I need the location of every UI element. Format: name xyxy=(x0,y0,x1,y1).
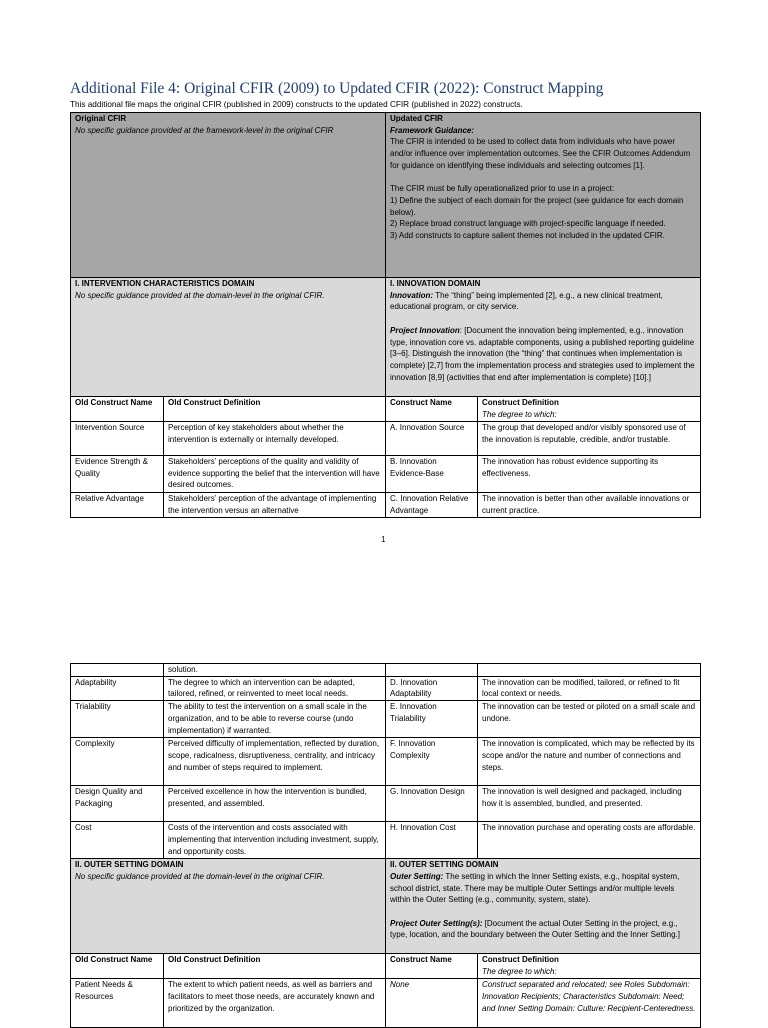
domain1-left-cell xyxy=(71,278,386,397)
old-construct-definition: Perception of key stakeholders about whether the intervention is externally or internally developed. xyxy=(164,422,386,456)
outer-setting-definition xyxy=(390,871,697,906)
intro-text: This additional file maps the original CFIR (published in 2009) constructs to the updated CFIR (published in 2022) constructs. xyxy=(70,100,523,109)
outer-setting-label: Outer Setting: xyxy=(390,871,444,881)
old-construct-definition: The degree to which an intervention can be adapted, tailored, refined, or reinvented to meet local needs. xyxy=(164,676,386,700)
construct-definition: Construct separated and relocated; see Roles Subdomain: Innovation Recipients; Characteristics Subdomain: Need; and Inner Setting Domain: Culture: Recipient-Centeredness. xyxy=(478,979,701,1028)
project-innovation-text: : [Document the innovation being implemented, e.g., innovation type, innovation core vs. adaptable components, using a published reporting guideline [3–6]. Distinguish the innovation (the “thing” that continues when implementation is complete) [2,7] from the implementation process and strategies used to implement the innovation [8,9] (activities that end after implementation is complete) [10].] xyxy=(390,325,695,382)
construct-name: G. Innovation Design xyxy=(386,786,478,822)
new-def-header xyxy=(478,397,701,422)
document-title: Additional File 4: Original CFIR (2009) to Updated CFIR (2022): Construct Mapping xyxy=(70,80,604,97)
domain2-left-title: II. OUTER SETTING DOMAIN xyxy=(75,860,184,870)
updated-cfir-cell xyxy=(386,113,701,278)
new-name-header: Construct Name xyxy=(386,397,478,422)
old-construct-definition: Perceived excellence in how the intervention is bundled, presented, and assembled. xyxy=(164,786,386,822)
old-construct-name: Patient Needs & Resources xyxy=(71,979,164,1028)
old-construct-name: Adaptability xyxy=(71,676,164,700)
new-def-header-title: Construct Definition xyxy=(482,955,559,965)
project-innovation-label: Project Innovation xyxy=(390,325,460,335)
construct-definition: The innovation can be modified, tailored, or refined to fit local context or needs. xyxy=(478,676,701,700)
construct-definition: The innovation is complicated, which may be reflected by its scope and/or the nature and number of connections and steps. xyxy=(478,738,701,786)
innovation-definition xyxy=(390,290,697,313)
old-name-header: Old Construct Name xyxy=(71,954,164,979)
table-row xyxy=(71,738,701,786)
new-def-header-sub: The degree to which: xyxy=(482,409,557,419)
column-header-row xyxy=(71,397,701,422)
original-cfir-title: Original CFIR xyxy=(75,114,127,123)
framework-header-row xyxy=(71,113,701,278)
domain2-row xyxy=(71,859,701,954)
guidance-step-2: 2) Replace broad construct language with project-specific language if needed. xyxy=(390,219,666,229)
domain1-right-cell xyxy=(386,278,701,397)
empty-cell xyxy=(478,664,701,677)
table-row xyxy=(71,456,701,493)
empty-cell xyxy=(386,664,478,677)
old-construct-definition: The extent to which patient needs, as well as barriers and facilitators to meet those needs, are accurately known and prioritized by the organization. xyxy=(164,979,386,1028)
project-outer-setting-definition xyxy=(390,918,697,941)
mapping-table-page1 xyxy=(70,112,701,518)
outer-setting-text: The setting in which the Inner Setting exists, e.g., hospital system, school district, state. There may be multiple Outer Settings and/or multiple levels within the Outer Setting (e.g., community, system, state). xyxy=(390,871,680,905)
old-construct-name: Cost xyxy=(71,822,164,859)
empty-cell xyxy=(71,664,164,677)
mapping-table-page2 xyxy=(70,663,701,1028)
construct-name: None xyxy=(386,979,478,1028)
innovation-label: Innovation: xyxy=(390,290,434,300)
continuation-row xyxy=(71,664,701,677)
original-cfir-cell xyxy=(71,113,386,278)
table-row xyxy=(71,493,701,518)
old-construct-name: Evidence Strength & Quality xyxy=(71,456,164,493)
old-construct-definition: Perceived difficulty of implementation, reflected by duration, scope, radicalness, disruptiveness, centrality, and intricacy and number of steps required to implement. xyxy=(164,738,386,786)
old-name-header: Old Construct Name xyxy=(71,397,164,422)
operationalize-text: The CFIR must be fully operationalized prior to use in a project: xyxy=(390,184,615,194)
guidance-step-1: 1) Define the subject of each domain for the project (see guidance for each domain below). xyxy=(390,195,684,217)
construct-definition: The innovation is better than other available innovations or current practice. xyxy=(478,493,701,518)
framework-guidance-label: Framework Guidance: xyxy=(390,125,475,135)
table-row xyxy=(71,676,701,700)
innovation-text: The “thing” being implemented [2], e.g., a new clinical treatment, educational program, or city service. xyxy=(390,290,663,312)
domain2-left-cell xyxy=(71,859,386,954)
construct-name: F. Innovation Complexity xyxy=(386,738,478,786)
construct-name: D. Innovation Adaptability xyxy=(386,676,478,700)
table-row xyxy=(71,701,701,738)
project-outer-setting-text: [Document the actual Outer Setting in the project, e.g., type, location, and the boundary between the Outer Setting and the Inner Setting.] xyxy=(390,918,680,940)
domain1-left-note: No specific guidance provided at the domain-level in the original CFIR. xyxy=(75,290,325,300)
guidance-step-3: 3) Add constructs to capture salient themes not included in the updated CFIR. xyxy=(390,231,665,241)
old-def-header: Old Construct Definition xyxy=(164,954,386,979)
page-number: 1 xyxy=(381,535,386,544)
construct-name: C. Innovation Relative Advantage xyxy=(386,493,478,518)
old-construct-definition: The ability to test the intervention on a small scale in the organization, and to be able to reverse course (undo implementation) if warranted. xyxy=(164,701,386,738)
domain1-left-title: I. INTERVENTION CHARACTERISTICS DOMAIN xyxy=(75,279,255,288)
framework-guidance-text: The CFIR is intended to be used to collect data from individuals who have power and/or influence over implementation outcomes. See the CFIR Outcomes Addendum for guidance on identifying these individuals and selecting outcomes [1]. xyxy=(390,137,691,170)
domain1-right-title: I. INNOVATION DOMAIN xyxy=(390,279,481,288)
column-header-row xyxy=(71,954,701,979)
old-construct-definition: Stakeholders’ perception of the advantage of implementing the intervention versus an alternative xyxy=(164,493,386,518)
construct-definition: The group that developed and/or visibly sponsored use of the innovation is reputable, credible, and/or trustable. xyxy=(478,422,701,456)
domain2-left-note: No specific guidance provided at the domain-level in the original CFIR. xyxy=(75,871,325,881)
domain1-row xyxy=(71,278,701,397)
construct-definition: The innovation has robust evidence supporting its effectiveness. xyxy=(478,456,701,493)
domain2-right-title: II. OUTER SETTING DOMAIN xyxy=(390,860,499,870)
table-row xyxy=(71,979,701,1028)
old-construct-name: Trialability xyxy=(71,701,164,738)
old-construct-name: Intervention Source xyxy=(71,422,164,456)
continuation-text: solution. xyxy=(164,664,386,677)
old-def-header: Old Construct Definition xyxy=(164,397,386,422)
construct-definition: The innovation is well designed and packaged, including how it is assembled, bundled, and presented. xyxy=(478,786,701,822)
old-construct-definition: Stakeholders’ perceptions of the quality and validity of evidence supporting the belief that the intervention will have desired outcomes. xyxy=(164,456,386,493)
project-innovation-definition xyxy=(390,325,697,384)
new-def-header-title: Construct Definition xyxy=(482,398,559,407)
construct-definition: The innovation can be tested or piloted on a small scale and undone. xyxy=(478,701,701,738)
new-name-header: Construct Name xyxy=(386,954,478,979)
new-def-header-sub: The degree to which: xyxy=(482,966,557,976)
construct-name: H. Innovation Cost xyxy=(386,822,478,859)
domain2-right-cell xyxy=(386,859,701,954)
table-row xyxy=(71,786,701,822)
old-construct-definition: Costs of the intervention and costs associated with implementing that intervention including investment, supply, and opportunity costs. xyxy=(164,822,386,859)
construct-name: B. Innovation Evidence-Base xyxy=(386,456,478,493)
old-construct-name: Design Quality and Packaging xyxy=(71,786,164,822)
old-construct-name: Relative Advantage xyxy=(71,493,164,518)
table-row xyxy=(71,422,701,456)
project-outer-setting-label: Project Outer Setting(s): xyxy=(390,918,483,928)
construct-name: E. Innovation Trialability xyxy=(386,701,478,738)
old-construct-name: Complexity xyxy=(71,738,164,786)
table-row xyxy=(71,822,701,859)
construct-name: A. Innovation Source xyxy=(386,422,478,456)
construct-definition: The innovation purchase and operating costs are affordable. xyxy=(478,822,701,859)
new-def-header xyxy=(478,954,701,979)
original-cfir-note: No specific guidance provided at the framework-level in the original CFIR xyxy=(75,125,334,135)
updated-cfir-title: Updated CFIR xyxy=(390,114,443,123)
